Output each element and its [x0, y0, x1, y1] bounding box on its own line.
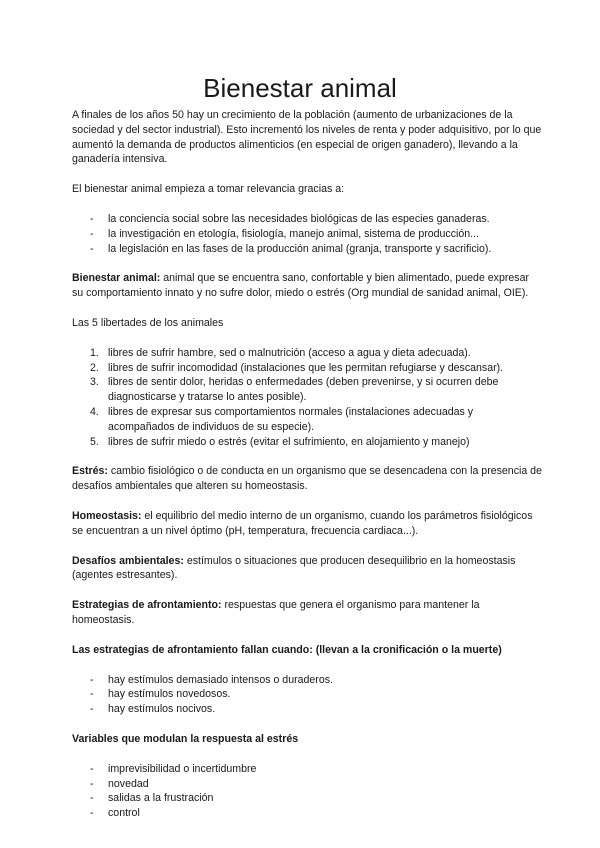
- freedoms-lead: Las 5 libertades de los animales: [72, 316, 224, 329]
- list-item: - la conciencia social sobre las necesidades biológicas de las especies ganaderas.: [72, 212, 542, 227]
- list-item: 3. libres de sentir dolor, heridas o enfermedades (deben prevenirse, y si ocurren debe diagnosticarse y tratarse lo antes posible).: [90, 376, 499, 404]
- homeostasis-text: el equilibrio del medio interno de un organismo, cuando los parámetros fisiológicos se encuentran a un nivel óptimo (pH, temperatura, frecuencia cardiaca...).: [72, 509, 533, 537]
- coping-text: respuestas que genera el organismo para mantener la homeostasis.: [72, 599, 480, 626]
- challenges-paragraph: [72, 554, 542, 584]
- list-item: - hay estímulos nocivos.: [72, 702, 542, 717]
- coping-term: Estrategias de afrontamiento:: [72, 599, 222, 612]
- list-item: 5. libres de sufrir miedo o estrés (evitar el sufrimiento, en alojamiento y manejo): [90, 435, 470, 448]
- list-item: - hay estímulos novedosos.: [72, 687, 542, 702]
- list-item: 1. libres de sufrir hambre, sed o malnutrición (acceso a agua y dieta adecuada).: [90, 346, 471, 359]
- modulators-heading: Variables que modulan la respuesta al estrés: [72, 732, 299, 745]
- list-item: 4. libres de expresar sus comportamientos normales (instalaciones adecuadas y acompañados de individuos de su especie).: [90, 405, 474, 433]
- modulators-list: [72, 762, 542, 821]
- challenges-text: estímulos o situaciones que producen desequilibrio en la homeostasis (agentes estresantes).: [72, 554, 516, 582]
- intro-paragraph: A finales de los años 50 hay un crecimiento de la población (aumento de urbanizaciones de la sociedad y del sector industrial). Esto incrementó los niveles de renta y poder adquisitivo, por lo que aumentó la demanda de productos alimenticios (en especial de origen ganadero), llevando a la ganadería intensiva.: [72, 109, 542, 166]
- stress-term: Estrés:: [72, 465, 108, 478]
- relevance-lead: El bienestar animal empieza a tomar relevancia gracias a:: [72, 183, 345, 196]
- relevance-list: [72, 212, 542, 256]
- document-body: [72, 108, 542, 836]
- list-item: - hay estímulos demasiado intensos o duraderos.: [72, 673, 542, 688]
- failure-heading: Las estrategias de afrontamiento fallan cuando: (llevan a la cronificación o la muerte): [72, 643, 502, 656]
- page-title: Bienestar animal: [203, 73, 397, 103]
- coping-paragraph: [72, 598, 542, 628]
- list-item: - novedad: [72, 777, 542, 792]
- definition-term: Bienestar animal:: [72, 272, 161, 285]
- list-item: - la investigación en etología, fisiología, manejo animal, sistema de producción...: [72, 227, 542, 242]
- stress-paragraph: [72, 464, 542, 494]
- homeostasis-paragraph: [72, 509, 542, 539]
- challenges-term: Desafíos ambientales:: [72, 554, 184, 567]
- definition-text: animal que se encuentra sano, confortable y bien alimentado, puede expresar su comportamiento innato y no sufre dolor, miedo o estrés (Org mundial de sanidad animal, OIE).: [72, 272, 529, 300]
- failure-list: [72, 673, 542, 717]
- definition-paragraph: [72, 271, 542, 301]
- list-item: - control: [72, 806, 542, 821]
- stress-text: cambio fisiológico o de conducta en un organismo que se desencadena con la presencia de desafíos ambientales que alteren su homeostasis.: [72, 465, 542, 493]
- list-item: 2. libres de sufrir incomodidad (instalaciones que les permitan refugiarse y descansar).: [90, 361, 504, 374]
- homeostasis-term: Homeostasis:: [72, 509, 142, 522]
- list-item: - imprevisibilidad o incertidumbre: [72, 762, 542, 777]
- list-item: - salidas a la frustración: [72, 791, 542, 806]
- list-item: - la legislación en las fases de la producción animal (granja, transporte y sacrificio).: [72, 242, 542, 257]
- freedoms-list: [72, 346, 542, 450]
